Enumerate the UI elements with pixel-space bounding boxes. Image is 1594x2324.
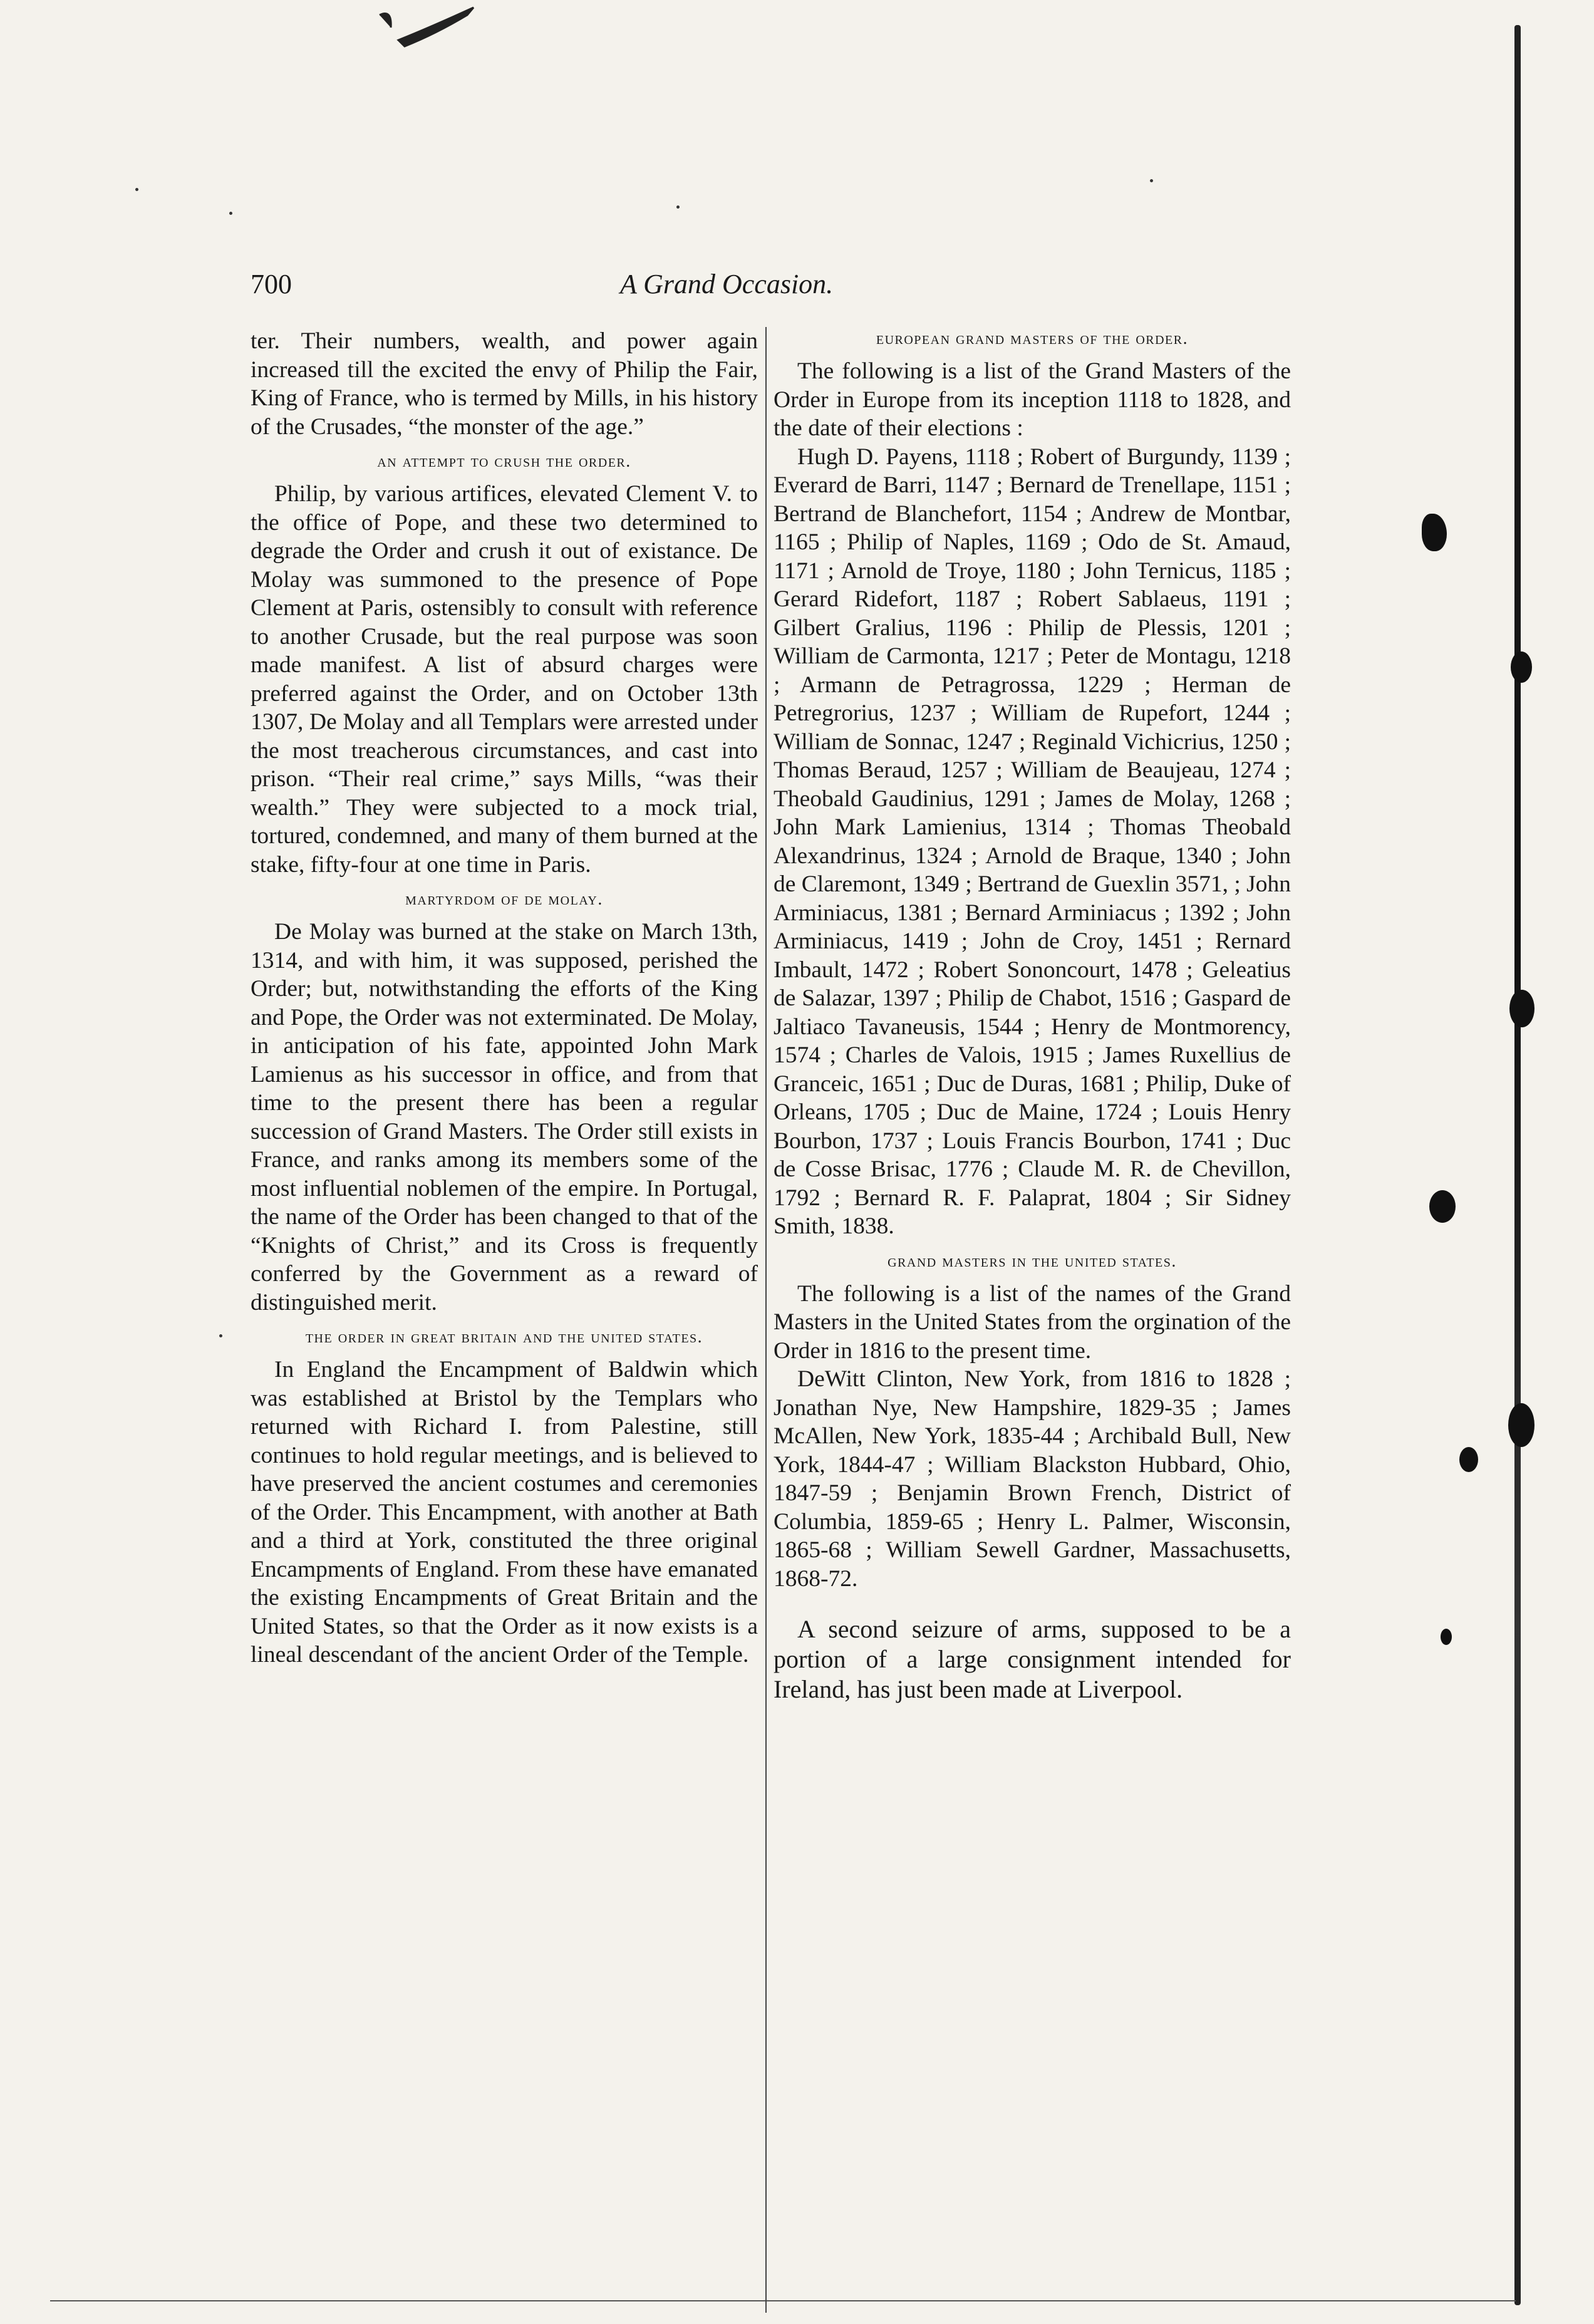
ink-smudge-mark (373, 3, 480, 53)
paragraph: In England the Encampment of Baldwin which was established at Bristol by the Templars who returned with Richard I. from Palestine, still continues to hold regular meetings, and is believed to have preserved the ancient costumes and ceremonies of the Order. This Encampment, with another at Bath and a third at York, constituted the three original Encampments of England. From these have emanated the existing Encampments of Great Britain and the United States, so that the Order as it now exists is a lineal descendant of the ancient Order of the Temple. (251, 1357, 758, 1668)
ink-blot (1422, 514, 1447, 551)
grand-masters-list: Hugh D. Payens, 1118 ; Robert of Burgundy, 1139 ; Everard de Barri, 1147 ; Bernard de Trenellape, 1151 ; Bertrand de Blanchefort, 1154 ; Andrew de Montbar, 1165 ; Philip of Naples, 1169 ; Odo de St. Amaud, 1171 ; Arnold de Troye, 1180 ; John Ternicus, 1185 ; Gerard Ridefort, 1187 ; Robert Sablaeus, 1191 ; Gilbert Gralius, 1196 : Philip de Plessis, 1201 ; William de Carmonta, 1217 ; Peter de Montagu, 1218 ; Armann de Petragrossa, 1229 ; Herman de Petregrorius, 1237 ; William de Rupefort, 1244 ; William de Sonnac, 1247 ; Reginald Vichicrius, 1250 ; Thomas Beraud, 1257 ; William de Beaujeau, 1274 ; Theobald Gaudinius, 1291 ; James de Molay, 1268 ; John Mark Lamienius, 1314 ; Thomas Theobald Alexandrinus, 1324 ; Arnold de Braque, 1340 ; John de Claremont, 1349 ; Bertrand de Guexlin 3571, ; John Arminiacus, 1381 ; Bernard Arminiacus ; 1392 ; John Arminiacus, 1419 ; John de Croy, 1451 ; Rernard Imbault, 1472 ; Robert Sononcourt, 1478 ; Geleatius de Salazar, 1397 ; Philip de Chabot, 1516 ; Gaspard de Jaltiaco Tavaneusis, 1544 ; Henry de Montmorency, 1574 ; Charles de Valois, 1915 ; James Ruxellius de Granceic, 1651 ; Duc de Duras, 1681 ; Philip, Duke of Orleans, 1705 ; Duc de Maine, 1724 ; Louis Henry Bourbon, 1737 ; Louis Francis Bourbon, 1741 ; Duc de Cosse Brisac, 1776 ; Claude M. R. de Chevillon, 1792 ; Bernard R. F. Palaprat, 1804 ; Sir Sidney Smith, 1838. (774, 444, 1291, 1239)
paragraph: ter. Their numbers, wealth, and power again increased till the excited the envy of Philip the Fair, King of France, who is termed by Mills, in his history of the Crusades, “the monster of the age.” (251, 328, 758, 440)
ink-blot (1441, 1629, 1452, 1645)
bottom-scan-line (50, 2300, 1516, 2301)
running-title: A Grand Occasion. (620, 269, 834, 299)
speck (135, 188, 138, 191)
section-heading: the order in great britain and the united states. (305, 1327, 703, 1347)
speck (219, 1334, 222, 1337)
ink-blot (1459, 1447, 1478, 1472)
column-divider (765, 327, 767, 2313)
paragraph: The following is a list of the names of the Grand Masters in the United States from the orgination of the Order in 1816 to the present time. (774, 1280, 1291, 1364)
section-heading: grand masters in the united states. (888, 1251, 1177, 1271)
ink-blot (1509, 990, 1534, 1027)
scan-edge-line (1514, 25, 1521, 2305)
speck (676, 205, 680, 209)
paragraph: The following is a list of the Grand Masters of the Order in Europe from its inception 1118 to 1828, and the date of their elections : (774, 358, 1291, 441)
section-heading: an attempt to crush the order. (377, 452, 631, 471)
page-header (251, 268, 914, 318)
left-column (251, 327, 758, 1669)
us-grand-masters-list: DeWitt Clinton, New York, from 1816 to 1828 ; Jonathan Nye, New Hampshire, 1829-35 ; James McAllen, New York, 1835-44 ; Archibald Bull, New York, 1844-47 ; William Blackston Hubbard, Ohio, 1847-59 ; Benjamin Brown French, District of Columbia, 1859-65 ; Henry L. Palmer, Wisconsin, 1865-68 ; William Sewell Gardner, Massachusetts, 1868-72. (774, 1366, 1291, 1592)
speck (229, 212, 232, 215)
news-item: A second seizure of arms, supposed to be a portion of a large consignment intended for Ireland, has just been made at Liverpool. (774, 1615, 1291, 1703)
paragraph: De Molay was burned at the stake on March 13th, 1314, and with him, it was supposed, perished the Order; but, notwithstanding the efforts of the King and Pope, the Order was not exterminated. De Molay, in anticipation of his fate, appointed John Mark Lamienus as his successor in office, and from that time to the present there has been a regular succession of Grand Masters. The Order still exists in France, and ranks among its members some of the most influential noblemen of the empire. In Portugal, the name of the Order has been changed to that of the “Knights of Christ,” and its Cross is frequently conferred by the Government as a reward of distinguished merit. (251, 919, 758, 1315)
speck (1150, 179, 1153, 182)
ink-blot (1429, 1190, 1456, 1223)
ink-blot (1511, 651, 1532, 683)
ink-blot (1508, 1403, 1534, 1447)
section-heading: martyrdom of de molay. (405, 890, 603, 909)
right-column (774, 327, 1291, 1704)
section-heading: european grand masters of the order. (876, 329, 1189, 348)
page-number: 700 (251, 269, 292, 299)
paragraph: Philip, by various artifices, elevated Clement V. to the office of Pope, and these two determined to degrade the Order and crush it out of existance. De Molay was summoned to the presence of Pope Clement at Paris, ostensibly to consult with reference to another Crusade, but the real purpose was soon made manifest. A list of absurd charges were preferred against the Order, and on October 13th 1307, De Molay and all Templars were arrested under the most treacherous circumstances, and cast into prison. “Their real crime,” says Mills, “was their wealth.” They were subjected to a mock trial, tortured, condemned, and many of them burned at the stake, fifty-four at one time in Paris. (251, 481, 758, 878)
